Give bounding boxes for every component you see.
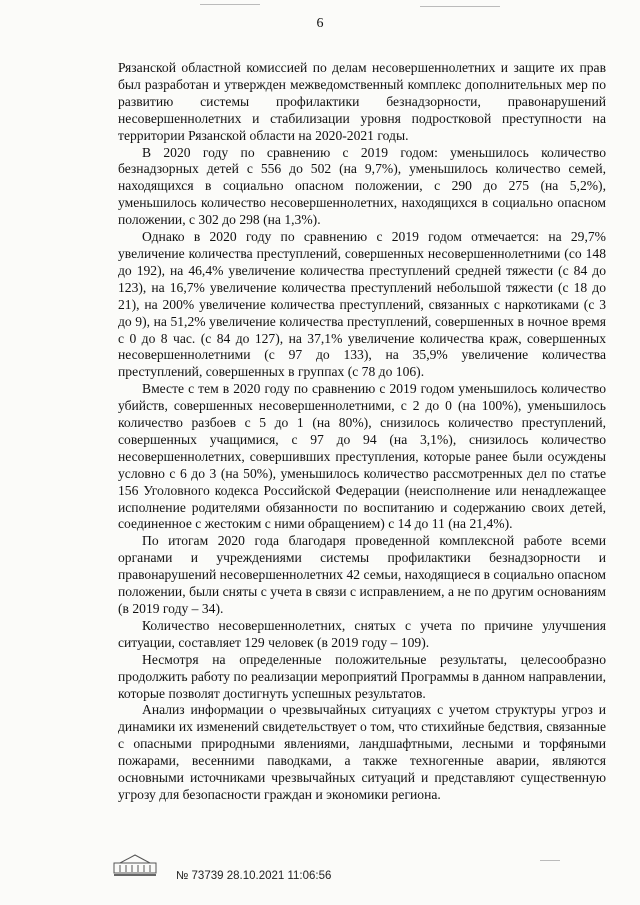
document-body — [118, 60, 606, 804]
paragraph: Количество несовершеннолетних, снятых с учета по причине улучшения ситуации, составляет 129 человек (в 2019 году – 109). — [118, 617, 606, 650]
document-number: № 73739 — [176, 870, 224, 882]
scan-noise — [200, 4, 260, 5]
document-datetime: 28.10.2021 11:06:56 — [226, 870, 332, 882]
paragraph: По итогам 2020 года благодаря проведенной комплексной работе всеми органами и учреждениями системы профилактики безнадзорности и правонарушений несовершеннолетних 42 семьи, находящиеся в социально опасном положении, были сняты с учета в связи с исправлением, а не по другим основаниям (в 2019 году – 34). — [118, 533, 606, 616]
page-number: 6 — [316, 16, 324, 31]
paragraph: Несмотря на определенные положительные результаты, целесообразно продолжить работу по реализации мероприятий Программы в данном направлении, которые позволят достигнуть успешных результатов. — [118, 651, 606, 701]
paragraph: Рязанской областной комиссией по делам несовершеннолетних и защите их прав был разработан и утвержден межведомственный комплекс дополнительных мер по развитию системы профилактики безнадзорности, правонарушений несовершеннолетних и стабилизации уровня подростковой преступности на территории Рязанской области на 2020-2021 годы. — [118, 60, 606, 143]
scan-noise — [420, 6, 500, 7]
paragraph: Анализ информации о чрезвычайных ситуациях с учетом структуры угроз и динамики их изменений свидетельствует о том, что стихийные бедствия, связанные с опасными природными явлениями, ландшафтными, лесными и торфяными пожарами, весенними паводками, а также техногенные аварии, являются основными источниками чрезвычайных ситуаций и представляют существенную угрозу для безопасности граждан и экономики региона. — [118, 702, 606, 802]
paragraph: В 2020 году по сравнению с 2019 годом: уменьшилось количество безнадзорных детей с 556 до 502 (на 9,7%), уменьшилось количество семей, находящихся в социально опасном положении, с 290 до 275 (на 5,2%), уменьшилось количество несовершеннолетних, находящихся в социально опасном положении, с 302 до 298 (на 1,3%). — [118, 144, 606, 228]
government-building-stamp-icon — [112, 853, 158, 877]
paragraph: Однако в 2020 году по сравнению с 2019 годом отмечается: на 29,7% увеличение количества преступлений, совершенных несовершеннолетними (со 148 до 192), на 46,4% увеличение количества преступлений средней тяжести (с 84 до 123), на 16,7% увеличение количества преступлений небольшой тяжести (с 18 до 21), на 200% увеличение количества преступлений, связанных с наркотиками (с 3 до 9), на 51,2% увеличение количества преступлений, совершенных в ночное время с 0 до 8 час. (с 84 до 127), на 37,1% увеличение количества краж, совершенных несовершеннолетними (с 97 до 133), на 35,9% увеличение количества преступлений, совершенных в группах (с 78 до 106). — [118, 229, 606, 380]
paragraph: Вместе с тем в 2020 году по сравнению с 2019 годом уменьшилось количество убийств, совершенных несовершеннолетними, с 2 до 0 (на 100%), уменьшилось количество разбоев с 5 до 1 (на 80%), снизилось количество преступлений, совершенных учащимися, с 97 до 94 (на 3,1%), снизилось количество несовершеннолетних, совершивших преступления, которые ранее были осуждены условно с 6 до 3 (на 50%), уменьшилось количество рассмотренных дел по статье 156 Уголовного кодекса Российской Федерации (неисполнение или ненадлежащее исполнение родителями обязанности по воспитанию и содержанию своих детей, соединенное с жестоким с ними обращением) с 14 до 11 (на 21,4%). — [118, 381, 606, 532]
document-registration-stamp — [176, 870, 331, 882]
scan-noise — [540, 860, 560, 861]
